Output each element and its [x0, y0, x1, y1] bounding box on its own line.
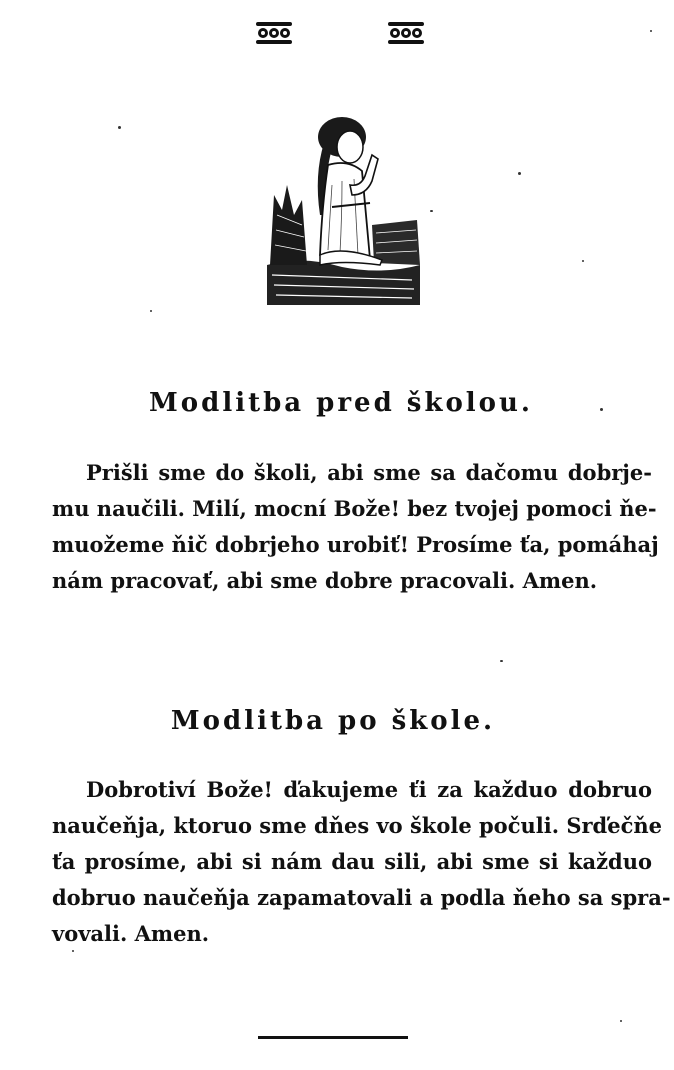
- paper-speck: [518, 172, 521, 175]
- text-line: mu naučili. Milí, mocní Bože! bez tvojej pomoci ňe-: [52, 496, 657, 521]
- paper-speck: [650, 30, 652, 32]
- closing-rule: [258, 1036, 408, 1039]
- right-ornament-icon: [386, 20, 426, 46]
- prayer-after-school-text: [52, 772, 671, 952]
- text-line: nám pracovať, abi sme dobre pracovali. Amen.: [52, 568, 598, 593]
- section-title-before-school: Modlitba pred školou.: [149, 388, 533, 418]
- text-line: muožeme ňič dobrjeho urobiť! Prosíme ťa, pomáhaj: [52, 532, 659, 557]
- praying-girl-illustration: [262, 115, 422, 310]
- prayer-before-school-text: [52, 455, 659, 599]
- section-title-after-school: Modlitba po škole.: [170, 706, 496, 736]
- text-line: ťa prosíme, abi si nám dau sili, abi sme si každuo: [52, 849, 652, 874]
- paper-speck: [500, 660, 503, 662]
- paper-speck: [600, 408, 603, 411]
- paper-speck: [430, 210, 433, 212]
- text-line: Prišli sme do školi, abi sme sa dačomu dobrje-: [86, 460, 652, 485]
- text-line: dobruo naučeňja zapamatovali a podla ňeho sa spra-: [52, 885, 671, 910]
- paper-speck: [72, 950, 74, 952]
- paper-speck: [150, 310, 152, 312]
- left-ornament-icon: [254, 20, 294, 46]
- text-line: naučeňja, ktoruo sme dňes vo škole počuli. Srďečňe: [52, 813, 663, 838]
- paper-speck: [582, 260, 584, 262]
- paper-speck: [118, 126, 121, 129]
- text-line: vovali. Amen.: [52, 921, 210, 946]
- paper-speck: [620, 1020, 622, 1022]
- text-line: Dobrotiví Bože! ďakujeme ťi za každuo dobruo: [86, 777, 652, 802]
